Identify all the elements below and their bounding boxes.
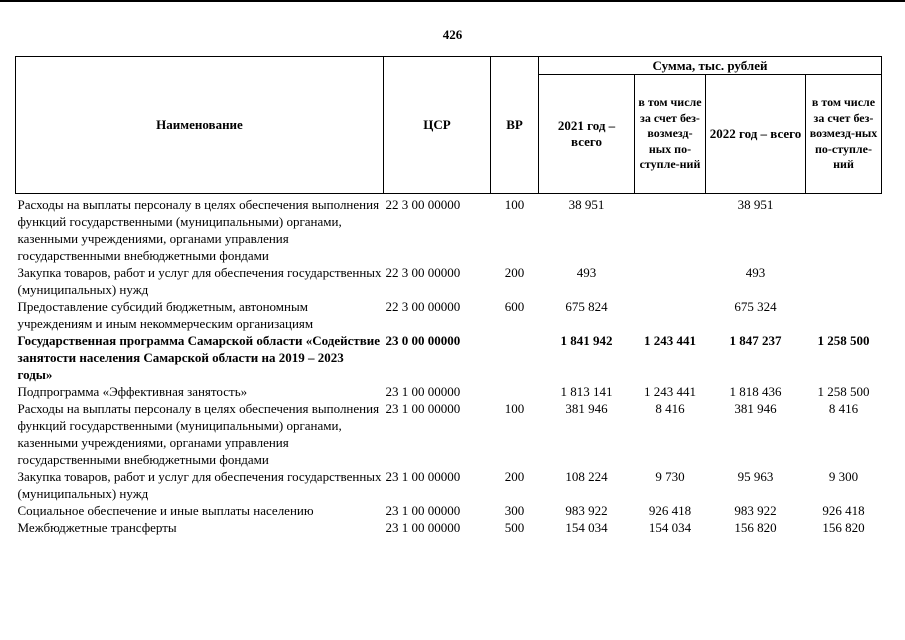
row-csr: 23 1 00 00000 xyxy=(385,503,461,518)
table-body xyxy=(16,194,882,537)
row-2022-total: 983 922 xyxy=(734,503,777,518)
row-2021-total: 983 922 xyxy=(565,503,608,518)
row-name: Расходы на выплаты персоналу в целях обеспечения выполнения функций государственными (муниципальными) органами, казенными учреждениями, органами управления государственными внебюджетными фондами xyxy=(17,401,380,467)
row-name: Расходы на выплаты персоналу в целях обеспечения выполнения функций государственными (муниципальными) органами, казенными учреждениями, органами управления государственными внебюджетными фондами xyxy=(17,197,380,263)
row-2022-total: 38 951 xyxy=(737,197,774,212)
row-2021-total: 1 841 942 xyxy=(560,333,613,348)
header-2021-total: 2021 год – всего xyxy=(539,75,635,194)
table-row xyxy=(16,332,882,383)
header-2022-free: в том числе за счет без-возмезд-ных по-ступле-ний xyxy=(806,75,882,194)
table-row xyxy=(16,298,882,332)
row-2021-total: 1 813 141 xyxy=(560,384,613,399)
row-vr xyxy=(491,383,539,400)
row-2022-total: 493 xyxy=(745,265,766,280)
row-vr: 300 xyxy=(504,503,525,518)
row-2021-free: 9 730 xyxy=(655,469,685,484)
row-csr: 23 1 00 00000 xyxy=(385,384,461,399)
row-2022-free xyxy=(806,298,882,332)
row-vr: 200 xyxy=(504,265,525,280)
header-sum-group: Сумма, тыс. рублей xyxy=(539,57,882,75)
row-2022-free: 1 258 500 xyxy=(817,333,870,348)
table-row xyxy=(16,519,882,536)
row-vr: 200 xyxy=(504,469,525,484)
row-csr: 22 3 00 00000 xyxy=(385,265,461,280)
header-csr: ЦСР xyxy=(384,57,491,194)
row-2022-free: 926 418 xyxy=(822,503,865,518)
header-2021-free: в том числе за счет без-возмезд-ных по-ступле-ний xyxy=(635,75,706,194)
row-name: Подпрограмма «Эффективная занятость» xyxy=(17,384,248,399)
row-csr: 22 3 00 00000 xyxy=(385,299,461,314)
header-vr: ВР xyxy=(491,57,539,194)
table-row xyxy=(16,502,882,519)
row-name: Социальное обеспечение и иные выплаты населению xyxy=(17,503,314,518)
table-row xyxy=(16,400,882,468)
row-2022-free: 8 416 xyxy=(828,401,859,416)
row-2021-total: 38 951 xyxy=(568,197,605,212)
row-2022-free: 9 300 xyxy=(828,469,859,484)
row-name: Предоставление субсидий бюджетным, автономным учреждениям и иным некоммерческим организациям xyxy=(17,299,314,331)
top-rule xyxy=(0,0,905,2)
row-2022-free: 156 820 xyxy=(822,520,865,535)
row-csr: 23 1 00 00000 xyxy=(385,469,461,484)
row-2022-total: 1 847 237 xyxy=(729,333,782,348)
row-2021-free: 926 418 xyxy=(648,503,692,518)
row-2021-free: 1 243 441 xyxy=(644,333,696,348)
row-2021-total: 675 824 xyxy=(565,299,608,314)
row-2022-free xyxy=(806,194,882,265)
row-2021-free: 8 416 xyxy=(655,401,685,416)
row-vr: 100 xyxy=(504,401,525,416)
row-2021-free: 154 034 xyxy=(648,520,692,535)
row-name: Закупка товаров, работ и услуг для обеспечения государственных (муниципальных) нужд xyxy=(17,265,382,297)
row-2021-free: 1 243 441 xyxy=(644,384,696,399)
row-name: Государственная программа Самарской области «Содействие занятости населения Самарской области на 2019 – 2023 годы» xyxy=(17,333,381,382)
row-vr: 100 xyxy=(504,197,525,212)
row-2022-total: 675 324 xyxy=(734,299,777,314)
row-2021-total: 108 224 xyxy=(565,469,608,484)
row-name: Закупка товаров, работ и услуг для обеспечения государственных (муниципальных) нужд xyxy=(17,469,382,501)
row-2021-free xyxy=(635,194,706,265)
row-2022-free: 1 258 500 xyxy=(817,384,870,399)
row-csr: 23 1 00 00000 xyxy=(385,401,461,416)
row-2022-total: 381 946 xyxy=(734,401,777,416)
table-header xyxy=(16,57,882,194)
row-2021-total: 493 xyxy=(576,265,597,280)
row-vr xyxy=(491,332,539,383)
row-csr: 22 3 00 00000 xyxy=(385,197,461,212)
table-row xyxy=(16,264,882,298)
header-2022-total: 2022 год – всего xyxy=(706,75,806,194)
row-name: Межбюджетные трансферты xyxy=(17,520,177,535)
table-row xyxy=(16,468,882,502)
row-csr: 23 1 00 00000 xyxy=(385,520,461,535)
row-2022-total: 95 963 xyxy=(737,469,774,484)
row-2022-total: 156 820 xyxy=(734,520,777,535)
row-vr: 500 xyxy=(504,520,525,535)
row-2021-total: 381 946 xyxy=(565,401,608,416)
row-2021-free xyxy=(635,298,706,332)
table-row xyxy=(16,194,882,265)
table-row xyxy=(16,383,882,400)
row-2021-free xyxy=(635,264,706,298)
budget-table xyxy=(15,56,882,536)
row-2022-total: 1 818 436 xyxy=(729,384,782,399)
row-2021-total: 154 034 xyxy=(565,520,608,535)
header-name: Наименование xyxy=(16,57,384,194)
row-csr: 23 0 00 00000 xyxy=(385,333,461,348)
row-2022-free xyxy=(806,264,882,298)
row-vr: 600 xyxy=(504,299,525,314)
page-number: 426 xyxy=(442,27,463,42)
